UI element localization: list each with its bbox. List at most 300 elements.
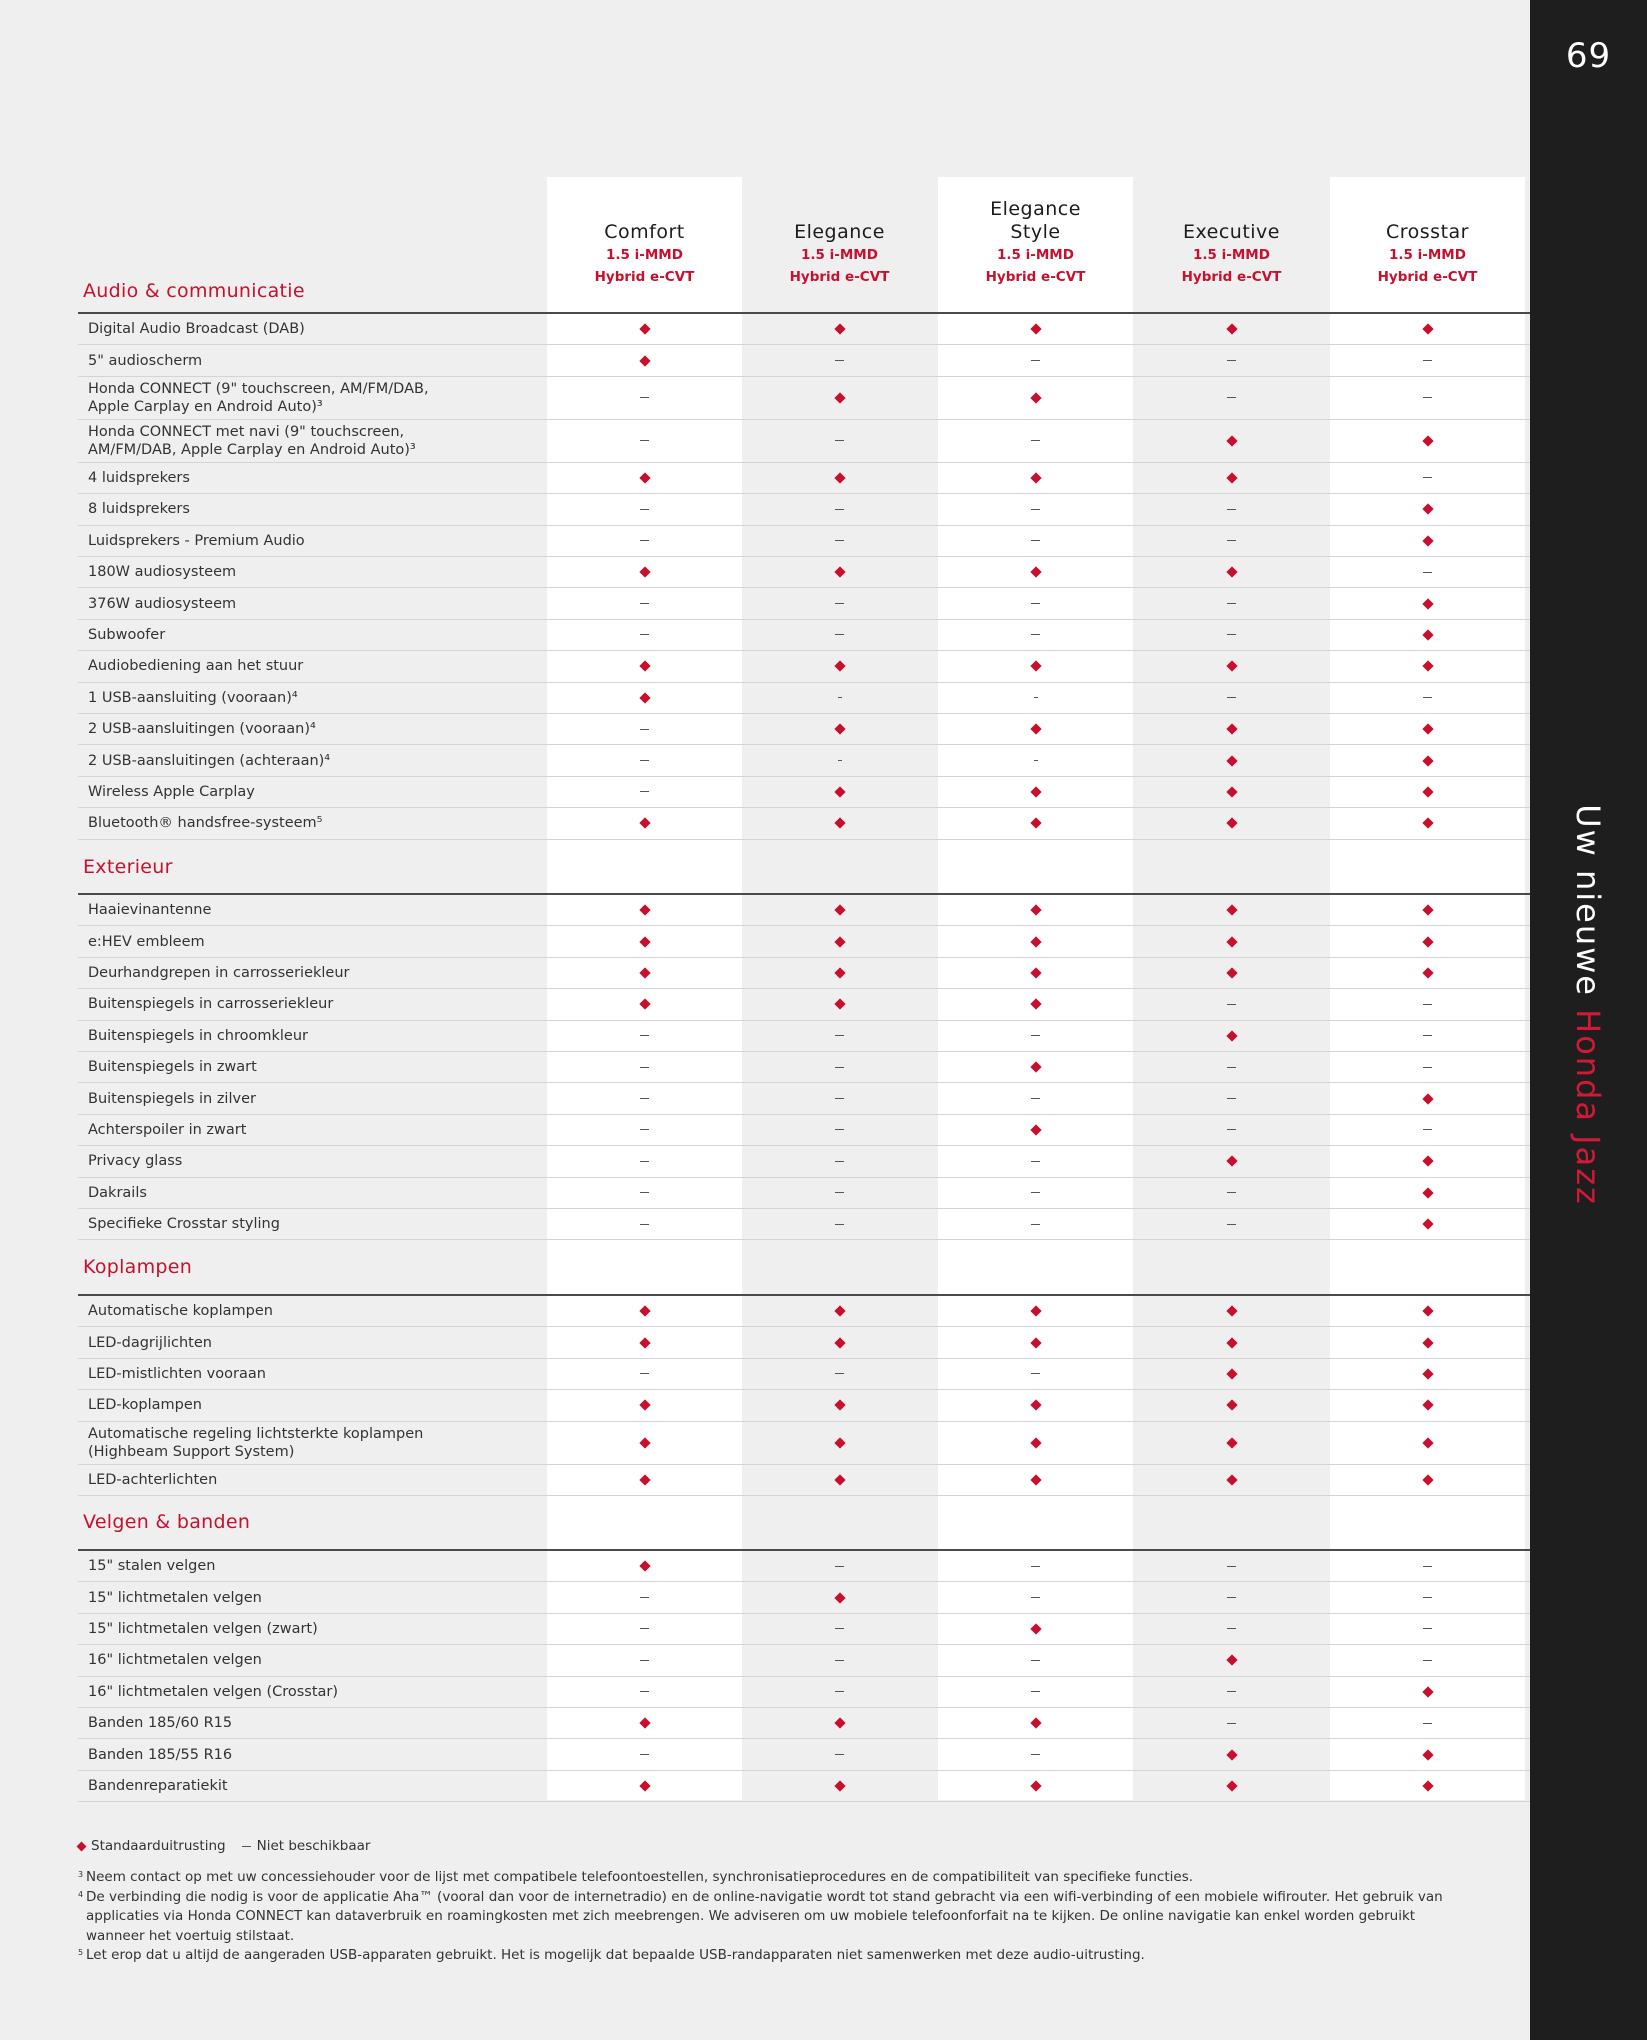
availability-cell [547,651,742,681]
availability-cell [547,1178,742,1208]
standard-diamond-icon [1030,1623,1041,1634]
section-title: Velgen & banden [83,1511,251,1533]
not-available-dash-icon [1227,1067,1236,1068]
not-available-dash-icon [242,1846,251,1847]
standard-diamond-icon [834,1780,845,1791]
not-available-dash-icon [835,1192,844,1193]
availability-cell [1330,620,1525,650]
availability-cell [742,777,937,807]
standard-diamond-icon [1422,1780,1433,1791]
feature-label: LED-mistlichten vooraan [88,1365,266,1382]
standard-diamond-icon [639,967,650,978]
standard-diamond-icon [1226,1749,1237,1760]
feature-label: 15" lichtmetalen velgen (zwart) [88,1620,318,1637]
availability-cell [1330,494,1525,524]
table-row [78,989,1530,1020]
not-available-dash-icon [1031,603,1040,604]
feature-label: Haaievinantenne [88,902,212,919]
feature-label: 16" lichtmetalen velgen (Crosstar) [88,1683,339,1700]
feature-label: 15" stalen velgen [88,1558,216,1575]
availability-cell [547,345,742,375]
availability-cell [1330,345,1525,375]
availability-cell [938,345,1133,375]
feature-label: Honda CONNECT (9" touchscreen, AM/FM/DAB, Apple Carplay en Android Auto)³ [88,380,429,415]
not-available-dash-icon [640,1628,649,1629]
feature-label: Dakrails [88,1184,147,1201]
standard-diamond-icon [834,567,845,578]
not-available-dash-icon [1423,1597,1432,1598]
footnote: 4 De verbinding die nodig is voor de applicatie Aha™ (vooral dan voor de internetradio) en de online-navigatie wordt tot stand gebracht via een wifi-verbinding of een mobiele wifirouter. Het gebruik van applicaties via Honda CONNECT kan dataverbruik en roamingkosten met zich meebrengen. We adviseren om uw mobiele telefoonforfait na te kijken. De online navigatie kan enkel worden gebruikt wanneer het voertuig stilstaat. [78,1888,1443,1944]
availability-cell [1134,1677,1329,1707]
feature-label: 15" lichtmetalen velgen [88,1589,262,1606]
not-available-dash-icon [640,1660,649,1661]
availability-cell [938,620,1133,650]
legend-standard: Standaarduitrusting [91,1838,226,1854]
standard-diamond-icon [1030,1474,1041,1485]
standard-diamond-icon [834,392,845,403]
not-available-dash-icon [640,1597,649,1598]
availability-cell [1134,463,1329,493]
availability-cell [938,989,1133,1019]
standard-diamond-icon [834,324,845,335]
availability-cell [742,377,937,419]
table-row [78,1327,1530,1358]
availability-cell [1134,1422,1329,1464]
availability-cell [1330,683,1525,713]
standard-diamond-icon [1226,1030,1237,1041]
not-available-dash-icon [835,1035,844,1036]
availability-cell [1330,777,1525,807]
not-available-dash-icon [835,1098,844,1099]
not-available-dash-icon [640,1754,649,1755]
standard-diamond-icon [1030,472,1041,483]
standard-diamond-icon [834,1337,845,1348]
table-row [78,557,1530,588]
availability-cell [1134,620,1329,650]
not-available-dash-icon [835,509,844,510]
standard-diamond-icon [639,324,650,335]
table-row [78,1052,1530,1083]
availability-cell [938,377,1133,419]
table-row [78,651,1530,682]
standard-diamond-icon [1422,535,1433,546]
availability-cell [742,926,937,956]
standard-diamond-icon [1030,967,1041,978]
availability-cell [547,1465,742,1495]
standard-diamond-icon [639,1306,650,1317]
feature-label: Buitenspiegels in carrosseriekleur [88,996,334,1013]
availability-cell [1330,1209,1525,1239]
availability-cell [547,1708,742,1738]
section-title: Audio & communicatie [83,280,305,302]
not-available-dash-icon [1227,1004,1236,1005]
feature-label: Buitenspiegels in zwart [88,1059,257,1076]
feature-label: Privacy glass [88,1153,183,1170]
not-available-dash-icon [640,440,649,441]
standard-diamond-icon [1422,905,1433,916]
standard-diamond-icon [1030,999,1041,1010]
availability-cell [547,1582,742,1612]
availability-cell [1134,1359,1329,1389]
availability-cell [547,1614,742,1644]
availability-cell [1134,683,1329,713]
feature-label: Luidsprekers - Premium Audio [88,532,305,549]
not-available-dash-icon [640,1035,649,1036]
not-available-dash-icon [640,540,649,541]
standard-diamond-icon [1422,629,1433,640]
availability-cell [1134,714,1329,744]
not-available-dash-icon [1227,1192,1236,1193]
availability-cell [547,314,742,344]
availability-cell [742,714,937,744]
availability-cell [742,808,937,838]
availability-cell [1330,1115,1525,1145]
availability-cell [938,1551,1133,1581]
standard-diamond-icon [1226,1156,1237,1167]
table-row [78,1614,1530,1645]
availability-cell [938,1021,1133,1051]
feature-label: Wireless Apple Carplay [88,783,255,800]
not-available-dash-icon [640,760,649,761]
standard-diamond-icon [639,999,650,1010]
feature-label: LED-dagrijlichten [88,1334,212,1351]
table-row [78,714,1530,745]
availability-cell [1330,463,1525,493]
availability-cell [938,1771,1133,1801]
not-available-dash-icon [835,440,844,441]
availability-cell [547,620,742,650]
availability-cell [547,463,742,493]
availability-cell [547,557,742,587]
standard-diamond-icon [1030,818,1041,829]
feature-label: Bandenreparatiekit [88,1777,228,1794]
availability-cell [742,494,937,524]
table-row [78,1677,1530,1708]
not-available-dash-icon [640,634,649,635]
footnotes [78,1868,1458,1966]
right-sidebar [1530,0,1647,2040]
table-row [78,1645,1530,1676]
availability-cell [742,620,937,650]
availability-cell [1330,1771,1525,1801]
standard-diamond-icon [1422,1156,1433,1167]
availability-cell [938,777,1133,807]
standard-diamond-icon [834,905,845,916]
table-row [78,1115,1530,1146]
standard-diamond-icon [77,1841,87,1851]
standard-diamond-icon [1422,724,1433,735]
standard-diamond-icon [1226,1337,1237,1348]
not-available-dash-icon [640,603,649,604]
feature-label: 1 USB-aansluiting (vooraan)⁴ [88,689,298,706]
availability-cell [1330,1327,1525,1357]
feature-label: Specifieke Crosstar styling [88,1216,280,1233]
availability-cell [742,1582,937,1612]
feature-label: 180W audiosysteem [88,564,237,581]
table-row [78,1083,1530,1114]
feature-label: 4 luidsprekers [88,469,190,486]
standard-diamond-icon [1030,567,1041,578]
feature-label: Banden 185/60 R15 [88,1715,233,1732]
not-available-dash-icon [1031,1566,1040,1567]
availability-cell [1134,1296,1329,1326]
standard-diamond-icon [1422,1686,1433,1697]
availability-cell [742,1645,937,1675]
column-header [742,177,937,312]
table-row [78,1021,1530,1052]
column-header [1330,177,1525,312]
availability-cell [1134,1052,1329,1082]
not-available-dash-icon [1227,634,1236,635]
availability-cell [1134,314,1329,344]
not-available-dash-icon [835,1566,844,1567]
standard-diamond-icon [639,472,650,483]
standard-diamond-icon [834,967,845,978]
not-available-dash-icon [1423,1628,1432,1629]
not-available-dash-icon [1423,1660,1432,1661]
availability-cell [938,494,1133,524]
standard-diamond-icon [1030,1780,1041,1791]
availability-cell [1134,557,1329,587]
not-available-dash-icon [1031,1660,1040,1661]
not-available-dash-icon [835,1373,844,1374]
standard-diamond-icon [1030,936,1041,947]
availability-cell [1134,989,1329,1019]
standard-diamond-icon [639,1337,650,1348]
table-row [78,494,1530,525]
availability-cell [1330,895,1525,925]
availability-cell [938,958,1133,988]
hyphen-icon [838,697,842,698]
availability-cell [547,745,742,775]
availability-cell [547,895,742,925]
table-row [78,1771,1530,1802]
availability-cell [938,1645,1133,1675]
availability-cell [742,958,937,988]
not-available-dash-icon [640,1129,649,1130]
availability-cell [547,1771,742,1801]
availability-cell [938,1327,1133,1357]
availability-cell [938,1708,1133,1738]
not-available-dash-icon [1031,540,1040,541]
standard-diamond-icon [1226,905,1237,916]
not-available-dash-icon [1031,1098,1040,1099]
feature-label: Automatische koplampen [88,1303,273,1320]
availability-cell [1134,1209,1329,1239]
feature-label: 2 USB-aansluitingen (vooraan)⁴ [88,721,316,738]
table-row [78,1178,1530,1209]
availability-cell [742,1359,937,1389]
standard-diamond-icon [1422,1337,1433,1348]
availability-cell [938,1739,1133,1769]
not-available-dash-icon [1031,1691,1040,1692]
availability-cell [742,1771,937,1801]
availability-cell [1330,1739,1525,1769]
not-available-dash-icon [1227,1723,1236,1724]
standard-diamond-icon [834,786,845,797]
availability-cell [938,745,1133,775]
standard-diamond-icon [1226,818,1237,829]
standard-diamond-icon [1226,1474,1237,1485]
availability-cell [1330,314,1525,344]
availability-cell [1134,651,1329,681]
section-title: Koplampen [83,1256,193,1278]
table-row [78,1359,1530,1390]
availability-cell [742,895,937,925]
availability-cell [1134,345,1329,375]
availability-cell [1330,1390,1525,1420]
availability-cell [938,1677,1133,1707]
availability-cell [742,1390,937,1420]
footnote: 3 Neem contact op met uw concessiehouder voor de lijst met compatibele telefoontoestellen, synchronisatieprocedures en de compatibiliteit van specifieke functies. [78,1869,1194,1885]
standard-diamond-icon [1030,1400,1041,1411]
standard-diamond-icon [1030,1062,1041,1073]
availability-cell [1330,989,1525,1019]
availability-cell [742,1422,937,1464]
standard-diamond-icon [1422,435,1433,446]
availability-cell [547,1645,742,1675]
not-available-dash-icon [835,1691,844,1692]
standard-diamond-icon [1030,1124,1041,1135]
hyphen-icon [838,760,842,761]
not-available-dash-icon [1031,1192,1040,1193]
availability-cell [1330,420,1525,462]
not-available-dash-icon [1227,397,1236,398]
not-available-dash-icon [1227,1098,1236,1099]
availability-cell [938,808,1133,838]
not-available-dash-icon [1227,1224,1236,1225]
standard-diamond-icon [1030,1306,1041,1317]
not-available-dash-icon [835,1628,844,1629]
availability-cell [1134,808,1329,838]
standard-diamond-icon [1030,661,1041,672]
standard-diamond-icon [1226,724,1237,735]
standard-diamond-icon [1422,1437,1433,1448]
not-available-dash-icon [1227,1628,1236,1629]
availability-cell [742,1327,937,1357]
availability-cell [547,1083,742,1113]
table-row [78,777,1530,808]
not-available-dash-icon [835,1067,844,1068]
availability-cell [1330,745,1525,775]
availability-cell [1134,420,1329,462]
table-row [78,683,1530,714]
not-available-dash-icon [1423,572,1432,573]
availability-cell [1330,1465,1525,1495]
feature-label: LED-achterlichten [88,1471,218,1488]
not-available-dash-icon [1423,1723,1432,1724]
availability-cell [742,745,937,775]
not-available-dash-icon [1031,1224,1040,1225]
availability-cell [1134,1771,1329,1801]
availability-cell [938,1296,1133,1326]
standard-diamond-icon [1226,472,1237,483]
model-name: Crosstar [1386,221,1469,243]
not-available-dash-icon [1031,360,1040,361]
standard-diamond-icon [834,1592,845,1603]
availability-cell [938,926,1133,956]
availability-cell [742,1677,937,1707]
availability-cell [547,1296,742,1326]
table-row [78,1708,1530,1739]
standard-diamond-icon [1422,936,1433,947]
availability-cell [1330,1614,1525,1644]
feature-label: Honda CONNECT met navi (9" touchscreen, AM/FM/DAB, Apple Carplay en Android Auto)³ [88,423,416,458]
standard-diamond-icon [639,818,650,829]
not-available-dash-icon [1227,1597,1236,1598]
table-row [78,588,1530,619]
not-available-dash-icon [1227,603,1236,604]
availability-cell [938,1052,1133,1082]
standard-diamond-icon [1226,786,1237,797]
standard-diamond-icon [1422,504,1433,515]
standard-diamond-icon [1226,936,1237,947]
availability-cell [547,989,742,1019]
not-available-dash-icon [835,1224,844,1225]
standard-diamond-icon [834,1400,845,1411]
availability-cell [1330,557,1525,587]
availability-cell [1330,1178,1525,1208]
standard-diamond-icon [1226,1400,1237,1411]
feature-label: 2 USB-aansluitingen (achteraan)⁴ [88,752,331,769]
standard-diamond-icon [834,724,845,735]
availability-cell [1330,1052,1525,1082]
standard-diamond-icon [1422,786,1433,797]
availability-cell [742,683,937,713]
standard-diamond-icon [1030,786,1041,797]
availability-cell [938,714,1133,744]
table-row [78,1209,1530,1240]
not-available-dash-icon [1423,1566,1432,1567]
feature-label: Buitenspiegels in zilver [88,1090,256,1107]
not-available-dash-icon [1031,1754,1040,1755]
standard-diamond-icon [1422,1187,1433,1198]
availability-cell [742,420,937,462]
availability-cell [1330,1083,1525,1113]
standard-diamond-icon [1422,1400,1433,1411]
not-available-dash-icon [1227,1566,1236,1567]
availability-cell [938,1178,1133,1208]
not-available-dash-icon [640,1192,649,1193]
availability-cell [938,1083,1133,1113]
not-available-dash-icon [835,603,844,604]
standard-diamond-icon [639,1400,650,1411]
column-header [547,177,742,312]
availability-cell [1134,494,1329,524]
standard-diamond-icon [1226,324,1237,335]
availability-cell [547,1551,742,1581]
standard-diamond-icon [639,1474,650,1485]
not-available-dash-icon [1423,1035,1432,1036]
availability-cell [1134,1146,1329,1176]
availability-cell [938,1209,1133,1239]
table-row [78,808,1530,839]
standard-diamond-icon [1226,567,1237,578]
availability-cell [547,1115,742,1145]
standard-diamond-icon [639,1437,650,1448]
availability-cell [547,1052,742,1082]
availability-cell [1330,651,1525,681]
standard-diamond-icon [1030,1718,1041,1729]
table-row [78,1739,1530,1770]
availability-cell [547,1739,742,1769]
availability-cell [547,588,742,618]
availability-cell [742,1551,937,1581]
availability-cell [547,420,742,462]
not-available-dash-icon [640,791,649,792]
not-available-dash-icon [1031,1035,1040,1036]
availability-cell [547,1390,742,1420]
